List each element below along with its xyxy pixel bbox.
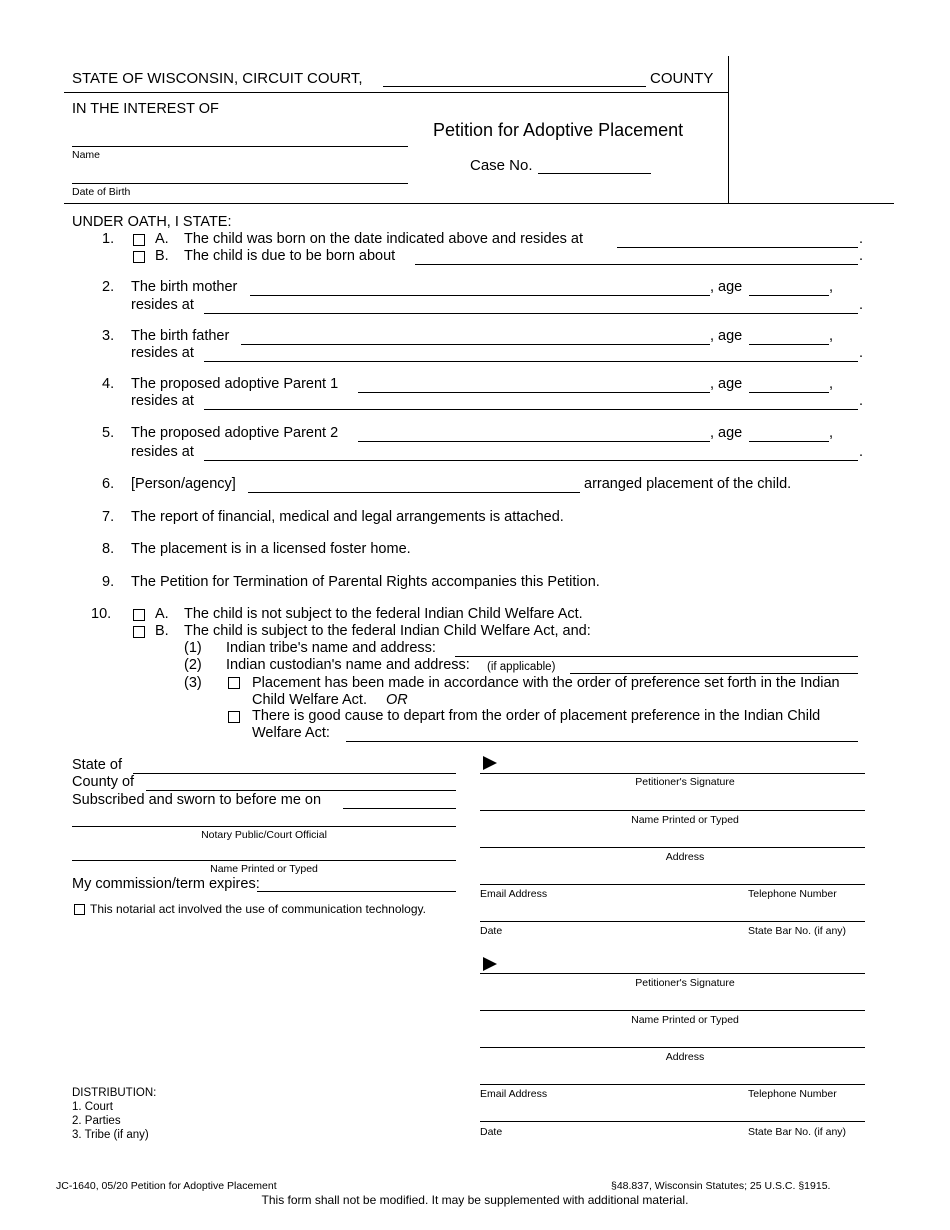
comma: , (829, 376, 834, 392)
comm-tech-label: This notarial act involved the use of communication technology. (90, 902, 426, 916)
item-7-text: The report of financial, medical and legal arrangements is attached. (131, 509, 564, 525)
age-label: , age (710, 328, 743, 344)
address-label: Address (665, 851, 705, 863)
sub-number: (3) (184, 675, 202, 691)
item-1a-field[interactable] (617, 247, 858, 248)
item-6-text: arranged placement of the child. (584, 476, 792, 492)
period: . (859, 345, 864, 361)
child-name-field[interactable] (72, 146, 408, 147)
resides-at-label: resides at (131, 297, 194, 313)
distribution-item: 2. Parties (72, 1115, 121, 1127)
parent2-age-field[interactable] (749, 441, 829, 442)
oath-heading: UNDER OATH, I STATE: (72, 214, 232, 230)
item-number: 8. (102, 541, 115, 557)
form-id: JC-1640, 05/20 Petition for Adoptive Placement (56, 1180, 277, 1192)
item-number: 5. (102, 425, 115, 441)
notary-name-label: Name Printed or Typed (210, 863, 318, 875)
good-cause-text-2: Welfare Act: (252, 725, 330, 741)
court-caption: STATE OF WISCONSIN, CIRCUIT COURT, (72, 70, 363, 87)
comma: , (829, 425, 834, 441)
petitioner-signature-field-2[interactable] (480, 973, 865, 974)
comma: , (829, 279, 834, 295)
checkbox-1b[interactable] (133, 251, 145, 263)
state-bar-label: State Bar No. (if any) (748, 1126, 847, 1138)
item-10a-text: The child is not subject to the federal Indian Child Welfare Act. (184, 606, 583, 622)
custodian-field[interactable] (570, 673, 858, 674)
comma: , (829, 328, 834, 344)
period: . (859, 444, 864, 460)
petitioner-email-phone-field-2[interactable] (480, 1084, 865, 1085)
petitioner-name-field-2[interactable] (480, 1010, 865, 1011)
item-6-label: [Person/agency] (131, 476, 236, 492)
resides-at-label: resides at (131, 345, 194, 361)
item-3-text: The birth father (131, 328, 230, 344)
arrow-icon (483, 957, 497, 971)
commission-field[interactable] (257, 891, 456, 892)
custodian-label: Indian custodian's name and address: (226, 657, 470, 673)
item-letter: A. (155, 606, 169, 622)
good-cause-text: There is good cause to depart from the order of placement preference in the Indian Child (252, 708, 821, 724)
tribe-field[interactable] (455, 656, 858, 657)
period: . (859, 231, 864, 247)
notary-signature-field[interactable] (72, 826, 456, 827)
county-label: COUNTY (650, 70, 714, 87)
period: . (859, 297, 864, 313)
header-divider (728, 56, 729, 203)
custodian-note: (if applicable) (487, 661, 556, 673)
parent2-name-field[interactable] (358, 441, 710, 442)
state-bar-label: State Bar No. (if any) (748, 925, 847, 937)
good-cause-field[interactable] (346, 741, 858, 742)
item-letter: B. (155, 248, 169, 264)
item-1b-text: The child is due to be born about (184, 248, 396, 264)
checkbox-1a[interactable] (133, 234, 145, 246)
birth-mother-age-field[interactable] (749, 295, 829, 296)
notary-name-field[interactable] (72, 860, 456, 861)
item-number: 6. (102, 476, 115, 492)
item-1a-text: The child was born on the date indicated above and resides at (184, 231, 584, 247)
or-label: OR (386, 692, 408, 708)
parent1-address-field[interactable] (204, 409, 858, 410)
resides-at-label: resides at (131, 444, 194, 460)
petitioner-signature-label: Petitioner's Signature (635, 776, 735, 788)
petitioner-signature-label: Petitioner's Signature (635, 977, 735, 989)
sub-number: (1) (184, 640, 202, 656)
county-field[interactable] (383, 86, 646, 87)
petitioner-address-field[interactable] (480, 847, 865, 848)
item-number: 4. (102, 376, 115, 392)
date-label: Date (480, 1126, 503, 1138)
placement-text-2: Child Welfare Act. (252, 692, 367, 708)
birth-father-address-field[interactable] (204, 361, 858, 362)
child-dob-field[interactable] (72, 183, 408, 184)
parent1-name-field[interactable] (358, 392, 710, 393)
statute-reference: §48.837, Wisconsin Statutes; 25 U.S.C. §1915. (611, 1180, 831, 1192)
distribution-title: DISTRIBUTION: (72, 1087, 157, 1099)
subscribed-date-field[interactable] (343, 808, 456, 809)
period: . (859, 393, 864, 409)
notary-state-field[interactable] (133, 773, 456, 774)
checkbox-10a[interactable] (133, 609, 145, 621)
petitioner-date-bar-field[interactable] (480, 921, 865, 922)
petitioner-email-phone-field[interactable] (480, 884, 865, 885)
name-printed-label: Name Printed or Typed (631, 1014, 739, 1026)
item-1b-field[interactable] (415, 264, 858, 265)
resides-at-label: resides at (131, 393, 194, 409)
dob-label: Date of Birth (72, 186, 131, 198)
person-agency-field[interactable] (248, 492, 580, 493)
item-9-text: The Petition for Termination of Parental Rights accompanies this Petition. (131, 574, 600, 590)
address-label: Address (665, 1051, 705, 1063)
email-label: Email Address (480, 888, 548, 900)
name-printed-label: Name Printed or Typed (631, 814, 739, 826)
header-rule (64, 92, 728, 93)
parent2-address-field[interactable] (204, 460, 858, 461)
state-of-label: State of (72, 757, 122, 773)
birth-father-age-field[interactable] (749, 344, 829, 345)
case-no-field[interactable] (538, 173, 651, 174)
tribe-label: Indian tribe's name and address: (226, 640, 436, 656)
placement-text: Placement has been made in accordance with the order of preference set forth in the Indian (252, 675, 840, 691)
item-5-text: The proposed adoptive Parent 2 (131, 425, 339, 441)
age-label: , age (710, 425, 743, 441)
page-title: Petition for Adoptive Placement (433, 120, 684, 140)
checkbox-10b[interactable] (133, 626, 145, 638)
parent1-age-field[interactable] (749, 392, 829, 393)
item-number: 1. (102, 231, 115, 247)
petitioner-date-bar-field-2[interactable] (480, 1121, 865, 1122)
age-label: , age (710, 376, 743, 392)
arrow-icon (483, 756, 497, 770)
item-4-text: The proposed adoptive Parent 1 (131, 376, 339, 392)
period: . (859, 248, 864, 264)
date-label: Date (480, 925, 503, 937)
item-letter: A. (155, 231, 169, 247)
distribution-item: 3. Tribe (if any) (72, 1129, 149, 1141)
item-number: 9. (102, 574, 115, 590)
checkbox-placement-preference[interactable] (228, 677, 240, 689)
item-2-text: The birth mother (131, 279, 238, 295)
telephone-label: Telephone Number (748, 1088, 837, 1100)
item-letter: B. (155, 623, 169, 639)
subscribed-label: Subscribed and sworn to before me on (72, 792, 322, 808)
age-label: , age (710, 279, 743, 295)
distribution-item: 1. Court (72, 1101, 113, 1113)
telephone-label: Telephone Number (748, 888, 837, 900)
item-number: 3. (102, 328, 115, 344)
notary-official-label: Notary Public/Court Official (201, 829, 327, 841)
checkbox-comm-tech[interactable] (74, 904, 85, 915)
name-label: Name (72, 149, 101, 161)
item-8-text: The placement is in a licensed foster home. (131, 541, 411, 557)
email-label: Email Address (480, 1088, 548, 1100)
item-number: 2. (102, 279, 115, 295)
item-10b-text: The child is subject to the federal Indian Child Welfare Act, and: (184, 623, 591, 639)
commission-label: My commission/term expires: (72, 876, 260, 892)
petitioner-address-field-2[interactable] (480, 1047, 865, 1048)
notary-county-field[interactable] (146, 790, 456, 791)
in-interest-label: IN THE INTEREST OF (72, 101, 219, 117)
petitioner-signature-field[interactable] (480, 773, 865, 774)
checkbox-good-cause[interactable] (228, 711, 240, 723)
header-bottom-rule (64, 203, 894, 204)
birth-mother-address-field[interactable] (204, 313, 858, 314)
petitioner-name-field[interactable] (480, 810, 865, 811)
item-number: 10. (91, 606, 112, 622)
birth-father-name-field[interactable] (241, 344, 710, 345)
case-no-label: Case No. (470, 157, 533, 174)
county-of-label: County of (72, 774, 135, 790)
item-number: 7. (102, 509, 115, 525)
modification-notice: This form shall not be modified. It may be supplemented with additional material. (261, 1193, 689, 1207)
sub-number: (2) (184, 657, 202, 673)
birth-mother-name-field[interactable] (250, 295, 710, 296)
